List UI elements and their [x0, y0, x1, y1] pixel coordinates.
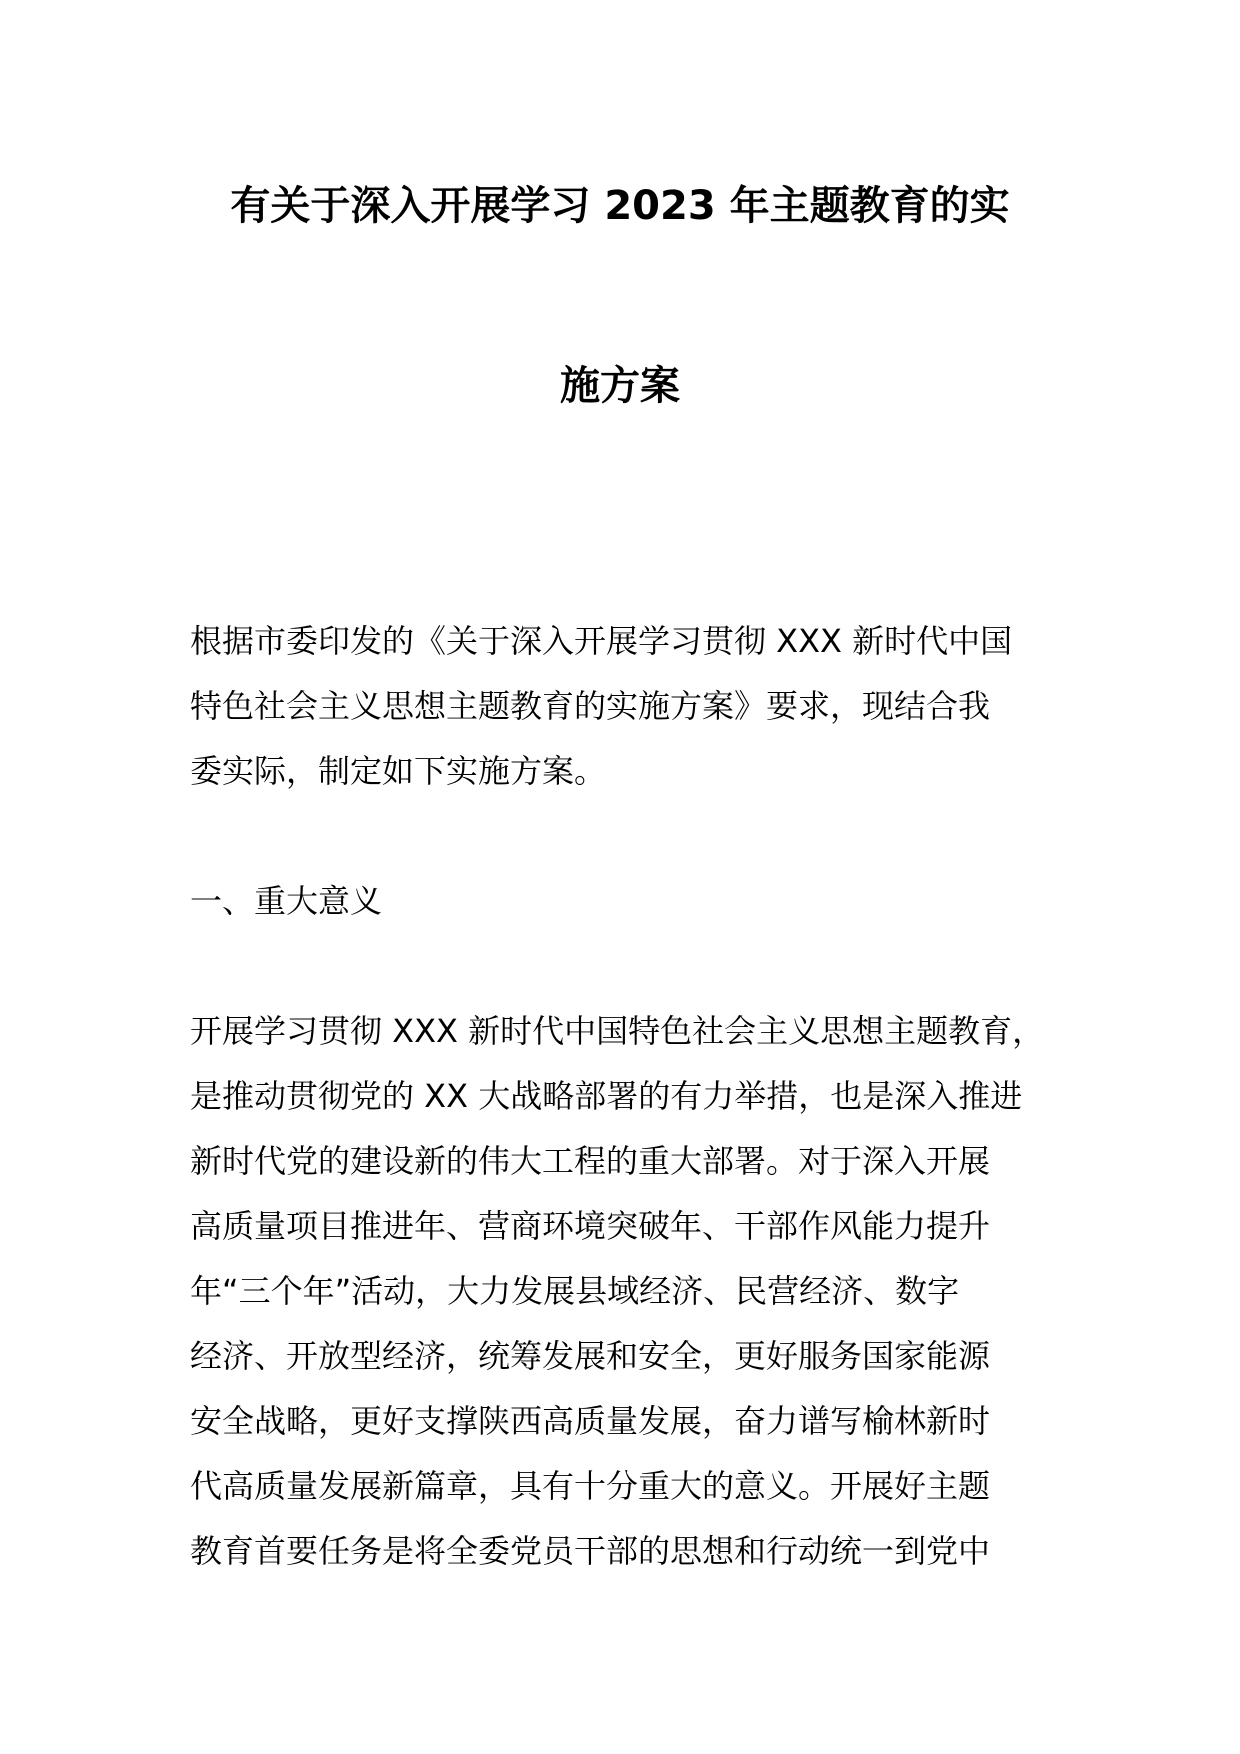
section-line-6: 经济、开放型经济，统筹发展和安全，更好服务国家能源	[190, 1337, 991, 1375]
section-line-9: 教育首要任务是将全委党员干部的思想和行动统一到党中	[190, 1532, 991, 1570]
section-line-8: 代高质量发展新篇章，具有十分重大的意义。开展好主题	[190, 1467, 991, 1505]
intro-line-2: 特色社会主义思想主题教育的实施方案》要求，现结合我	[190, 687, 991, 725]
document-title-line-1: 有关于深入开展学习 2023 年主题教育的实	[230, 183, 1010, 229]
intro-line-3: 委实际，制定如下实施方案。	[190, 752, 607, 790]
section-line-1: 开展学习贯彻 XXX 新时代中国特色社会主义思想主题教育，	[190, 1012, 1045, 1050]
section-paragraph	[190, 999, 1090, 1584]
document-title-line-2: 施方案	[560, 363, 680, 409]
intro-paragraph	[190, 609, 1090, 804]
section-line-3: 新时代党的建设新的伟大工程的重大部署。对于深入开展	[190, 1142, 991, 1180]
section-heading-text: 一、重大意义	[190, 882, 383, 920]
section-line-5: 年“三个年”活动，大力发展县域经济、民营经济、数字	[190, 1272, 960, 1310]
section-line-2: 是推动贯彻党的 XX 大战略部署的有力举措，也是深入推进	[190, 1077, 1023, 1115]
intro-line-1: 根据市委印发的《关于深入开展学习贯彻 XXX 新时代中国	[190, 622, 1013, 660]
section-heading	[190, 869, 1090, 934]
section-line-7: 安全战略，更好支撑陕西高质量发展，奋力谱写榆林新时	[190, 1402, 991, 1440]
section-line-4: 高质量项目推进年、营商环境突破年、干部作风能力提升	[190, 1207, 991, 1245]
